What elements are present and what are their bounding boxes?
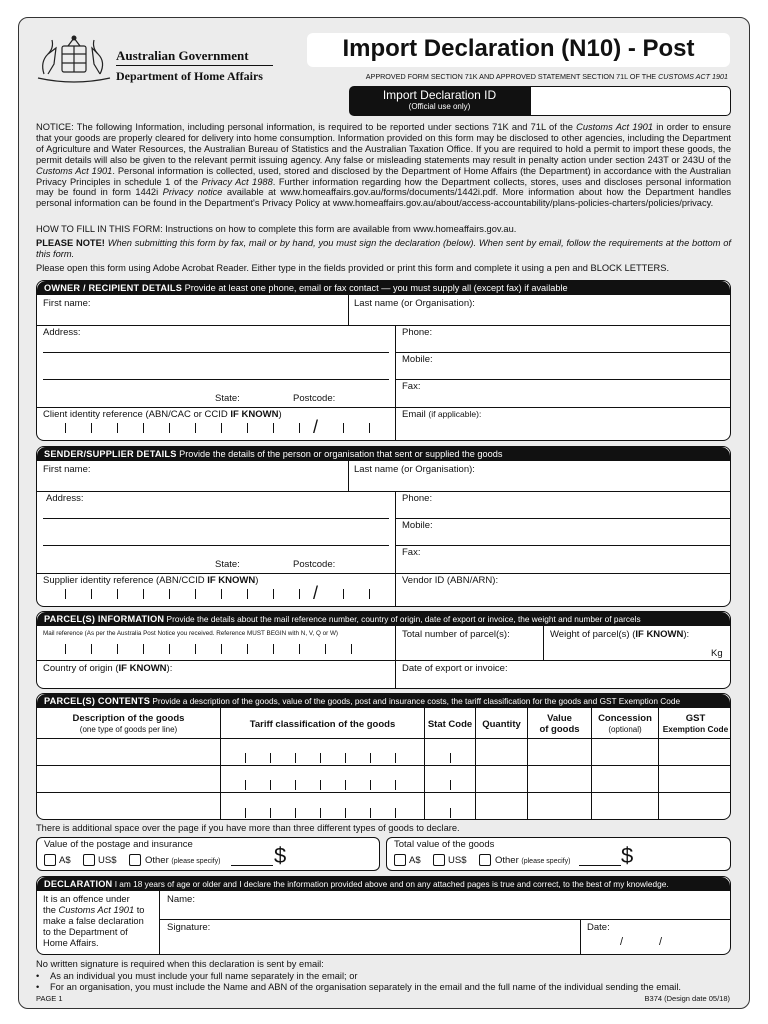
char-tick xyxy=(247,423,248,433)
sender-header xyxy=(37,447,730,461)
col-title: GST xyxy=(685,713,706,724)
other-currency-line[interactable] xyxy=(579,865,621,866)
owner-mobile-label: Mobile: xyxy=(402,354,433,365)
char-tick xyxy=(345,780,346,790)
contents-desc: Provide a description of the goods, value of the goods, post and insurance costs, the tariff classification for the goods and GST Exemption Code xyxy=(150,696,681,706)
char-tick xyxy=(247,589,248,599)
total-goods-box xyxy=(386,837,731,871)
label-part: Supplier identity reference (ABN/CCID xyxy=(43,575,208,586)
notice-part: available at www.homeaffairs.gov.au/forms/documents/1442i.pdf. More information about how the Department handles personal information can be found in the Department's Privacy Policy at www.homeaffairs.gov.au/about/access-accountability/plans-policies-charters/policies/privacy. xyxy=(36,187,732,209)
offence-line: make a false declaration xyxy=(43,916,144,926)
label-bold: IF KNOWN xyxy=(118,663,167,674)
char-tick xyxy=(91,644,92,654)
label-part: ): xyxy=(166,663,173,674)
char-tick xyxy=(65,423,66,433)
goods-row[interactable] xyxy=(37,793,731,820)
char-tick xyxy=(395,780,396,790)
label-bold: IF KNOWN xyxy=(207,575,256,586)
sender-last-name-input[interactable] xyxy=(349,461,731,491)
declaration-name-label: Name: xyxy=(167,894,195,905)
total-aud-checkbox[interactable] xyxy=(394,854,406,866)
notice-italic: Customs Act 1901 xyxy=(576,122,654,132)
label-part: the xyxy=(43,905,59,915)
offence-line: It is an offence under xyxy=(43,894,130,904)
sender-title: SENDER/SUPPLIER DETAILS xyxy=(44,449,177,459)
postage-dollar-sign: $ xyxy=(274,843,287,868)
char-tick xyxy=(91,589,92,599)
char-tick xyxy=(273,423,274,433)
char-tick xyxy=(299,423,300,433)
col-sub: (optional) xyxy=(608,725,642,734)
char-tick xyxy=(450,780,451,790)
declaration-desc: I am 18 years of age or older and I declare the information provided above and on any attached pages is true and correct, to the best of my knowledge. xyxy=(112,879,669,889)
char-tick xyxy=(450,753,451,763)
char-tick xyxy=(369,589,370,599)
weight-kg-unit: Kg xyxy=(711,648,723,659)
sender-address-label: Address: xyxy=(46,493,84,504)
import-id-label: Import Declaration ID xyxy=(382,88,497,102)
sender-mobile-input[interactable] xyxy=(396,518,731,545)
weight-input[interactable] xyxy=(544,626,731,660)
char-tick xyxy=(270,753,271,763)
label-part: ) xyxy=(278,409,282,420)
label-bold: IF KNOWN xyxy=(635,629,684,640)
owner-phone-input[interactable] xyxy=(396,325,731,352)
char-tick xyxy=(247,644,248,654)
page-number: PAGE 1 xyxy=(36,994,63,1003)
approved-main: APPROVED FORM SECTION 71K AND APPROVED STATEMENT SECTION 71L OF THE xyxy=(365,72,659,81)
sender-phone-input[interactable] xyxy=(396,491,731,518)
char-tick xyxy=(450,808,451,818)
char-tick xyxy=(370,780,371,790)
owner-fax-input[interactable] xyxy=(396,379,731,407)
col-tariff: Tariff classification of the goods xyxy=(249,719,396,730)
additional-space-note: There is additional space over the page if you have more than three different types of goods to declare. xyxy=(36,823,460,833)
total-usd-label: US$ xyxy=(448,855,467,866)
char-tick xyxy=(273,644,274,654)
char-tick xyxy=(245,753,246,763)
owner-section xyxy=(36,280,731,441)
char-tick xyxy=(320,808,321,818)
slash-separator: / xyxy=(313,583,319,603)
page-title: Import Declaration (N10) - Post xyxy=(342,35,695,62)
postage-other-checkbox[interactable] xyxy=(129,854,141,866)
notice-part: in order to ensure that your goods are properly cleared for delivery into home consumption. Information provided on this form may be disclosed to other agencies, including the Department of Agriculture and Water Resources, the Australian Bureau of Statistics and the Australian Taxation Office. If you are required to hold a permit to import these goods, the permit details will also be given to the relevant permit issuing agency. Any false or misleading statements may result in penalty action under section 243T or 243U of the xyxy=(36,122,731,165)
label-small: (please specify) xyxy=(521,858,571,865)
owner-mobile-input[interactable] xyxy=(396,352,731,379)
char-tick xyxy=(295,808,296,818)
sender-first-name-input[interactable] xyxy=(37,461,348,491)
char-tick xyxy=(169,644,170,654)
declaration-date-input[interactable] xyxy=(581,920,731,955)
footer-bullet-item xyxy=(36,982,736,994)
total-goods-label: Total value of the goods xyxy=(394,839,495,850)
char-tick xyxy=(117,423,118,433)
label-part: Weight of parcel(s) ( xyxy=(550,629,636,640)
label-bold: IF KNOWN xyxy=(230,409,279,420)
contents-header xyxy=(37,694,730,708)
char-tick xyxy=(91,423,92,433)
offence-line: Home Affairs. xyxy=(43,938,99,948)
col-concession xyxy=(592,713,658,735)
char-tick xyxy=(343,589,344,599)
total-parcels-input[interactable] xyxy=(396,626,543,660)
parcel-info-title: PARCEL(S) INFORMATION xyxy=(44,614,165,624)
declaration-name-input[interactable] xyxy=(160,891,731,919)
char-tick xyxy=(117,644,118,654)
col-sub: Exemption Code xyxy=(662,724,729,734)
char-tick xyxy=(351,644,352,654)
char-tick xyxy=(369,423,370,433)
char-tick xyxy=(295,753,296,763)
sender-phone-label: Phone: xyxy=(402,493,433,504)
postage-aud-label: A$ xyxy=(59,855,71,866)
import-id-input[interactable] xyxy=(530,86,731,116)
mail-ref-input[interactable] xyxy=(37,639,395,660)
declaration-title: DECLARATION xyxy=(44,879,113,889)
approved-text xyxy=(250,72,728,81)
label-part: to xyxy=(134,905,145,915)
col-quantity: Quantity xyxy=(482,719,521,730)
char-tick xyxy=(221,423,222,433)
address-line xyxy=(43,379,389,380)
sender-fax-label: Fax: xyxy=(402,547,421,558)
char-tick xyxy=(117,589,118,599)
label-small: (please specify) xyxy=(171,858,221,865)
import-id-label-box xyxy=(349,86,530,116)
col-sub: (one type of goods per line) xyxy=(79,725,178,734)
total-usd-checkbox[interactable] xyxy=(433,854,445,866)
export-date-input[interactable] xyxy=(396,661,731,689)
sender-last-name-label: Last name (or Organisation): xyxy=(354,464,475,475)
owner-postcode-label: Postcode: xyxy=(293,393,336,404)
owner-first-name-label: First name: xyxy=(43,298,91,309)
char-tick xyxy=(221,644,222,654)
please-note-text: When submitting this form by fax, mail or by hand, you must sign the declaration (below). When sent by email, follow the requirements at the bottom of this form. xyxy=(36,238,731,259)
char-tick xyxy=(273,589,274,599)
char-tick xyxy=(325,644,326,654)
howto-text: HOW TO FILL IN THIS FORM: Instructions on how to complete this form are available from www.homeaffairs.gov.au. xyxy=(36,224,517,234)
other-currency-line[interactable] xyxy=(231,865,273,866)
please-note xyxy=(36,238,731,260)
offence-line: to the Department of xyxy=(43,927,128,937)
date-slash: / xyxy=(620,936,624,948)
sender-vendor-label: Vendor ID (ABN/ARN): xyxy=(402,575,499,586)
char-tick xyxy=(320,780,321,790)
address-line xyxy=(43,518,389,519)
sender-supplier-ref-input[interactable] xyxy=(37,583,395,607)
total-parcels-label: Total number of parcel(s): xyxy=(402,629,510,640)
char-tick xyxy=(245,808,246,818)
col-title: of goods xyxy=(539,724,580,735)
footer-bullet-item xyxy=(36,971,736,983)
notice-italic: Customs Act 1901 xyxy=(36,165,113,176)
label-part: Other xyxy=(145,855,169,866)
postage-box xyxy=(36,837,380,871)
label-small: (if applicable): xyxy=(428,409,482,419)
sender-vendor-input[interactable] xyxy=(396,573,731,607)
contents-title: PARCEL(S) CONTENTS xyxy=(44,696,151,706)
date-slash: / xyxy=(659,936,663,948)
owner-title: OWNER / RECIPIENT DETAILS xyxy=(44,283,183,293)
goods-row[interactable] xyxy=(37,739,731,765)
total-other-checkbox[interactable] xyxy=(479,854,491,866)
postage-amount-input[interactable] xyxy=(292,842,376,868)
char-tick xyxy=(345,753,346,763)
char-tick xyxy=(65,589,66,599)
char-tick xyxy=(143,423,144,433)
notice-italic: Privacy Act 1988 xyxy=(201,176,273,187)
export-date-label: Date of export or invoice: xyxy=(402,663,508,674)
postage-other-label xyxy=(145,855,220,866)
total-amount-input[interactable] xyxy=(639,842,727,868)
label-part: ): xyxy=(683,629,690,640)
char-tick xyxy=(245,780,246,790)
total-aud-label: A$ xyxy=(409,855,421,866)
char-tick xyxy=(221,589,222,599)
char-tick xyxy=(195,589,196,599)
label-part: Client identity reference (ABN/CAC or CCID xyxy=(43,409,231,420)
parcel-info-section xyxy=(36,611,731,689)
owner-fax-label: Fax: xyxy=(402,381,421,392)
owner-last-name-label: Last name (or Organisation): xyxy=(354,298,475,309)
col-stat-code: Stat Code xyxy=(427,719,473,730)
char-tick xyxy=(270,808,271,818)
char-tick xyxy=(143,644,144,654)
parcel-info-header xyxy=(37,612,730,626)
postage-usd-checkbox[interactable] xyxy=(83,854,95,866)
bullet-text: For an organisation, you must include the Name and ABN of the organisation separately in the email and the full name of the individual sending the email. xyxy=(50,982,682,992)
parcel-info-desc: Provide the details about the mail reference number, country of origin, date of export or invoice, the weight and number of parcels xyxy=(164,614,641,624)
col-title: Concession xyxy=(598,713,652,724)
char-tick xyxy=(395,808,396,818)
owner-phone-label: Phone: xyxy=(402,327,433,338)
label-italic: Customs Act 1901 xyxy=(58,905,135,915)
sender-desc: Provide the details of the person or organisation that sent or supplied the goods xyxy=(176,449,503,459)
char-tick xyxy=(195,423,196,433)
owner-client-ref-input[interactable] xyxy=(37,417,395,441)
dept-name: Department of Home Affairs xyxy=(116,69,263,83)
address-line xyxy=(43,352,389,353)
declaration-header xyxy=(37,877,730,891)
owner-header xyxy=(37,281,730,295)
col-title: Value xyxy=(547,713,572,724)
owner-client-ref-label xyxy=(43,409,282,420)
address-line xyxy=(43,545,389,546)
postage-usd-label: US$ xyxy=(98,855,117,866)
notice-part: . Personal information is collected, used, stored and disclosed by the Department of Home Affairs (the Department) in accordance with the Australian Privacy Principles in schedule 1 of the xyxy=(36,165,731,187)
notice-text xyxy=(36,122,731,209)
char-tick xyxy=(395,753,396,763)
label-part: Other xyxy=(495,855,519,866)
char-tick xyxy=(320,753,321,763)
sender-fax-input[interactable] xyxy=(396,545,731,573)
col-value xyxy=(528,713,591,735)
char-tick xyxy=(169,423,170,433)
owner-desc: Provide at least one phone, email or fax contact — you must supply all (except fax) if available xyxy=(182,283,568,293)
offence-line xyxy=(43,905,144,916)
owner-first-name-input[interactable] xyxy=(37,295,348,325)
owner-state-label: State: xyxy=(215,393,240,404)
char-tick xyxy=(343,423,344,433)
no-signature-note: No written signature is required when this declaration is sent by email: xyxy=(36,959,324,969)
declaration-signature-input[interactable] xyxy=(160,920,580,955)
header-divider xyxy=(116,65,273,66)
mail-ref-label: Mail reference (As per the Australia Post Notice you received. Reference MUST BEGIN with N, V, Q or W) xyxy=(43,630,339,637)
label-part: Email xyxy=(402,409,429,420)
bullet-icon: • xyxy=(36,970,40,981)
country-input[interactable] xyxy=(37,661,395,689)
sender-postcode-label: Postcode: xyxy=(293,559,336,570)
offence-text xyxy=(43,894,144,949)
import-id-sub: (Official use only) xyxy=(408,102,471,111)
total-dollar-sign: $ xyxy=(621,843,634,868)
char-tick xyxy=(370,808,371,818)
char-tick xyxy=(370,753,371,763)
col-description xyxy=(37,713,220,735)
declaration-section xyxy=(36,876,731,955)
col-title: Description of the goods xyxy=(72,713,185,724)
postage-label: Value of the postage and insurance xyxy=(44,839,193,850)
char-tick xyxy=(143,589,144,599)
char-tick xyxy=(345,808,346,818)
sender-first-name-label: First name: xyxy=(43,464,91,475)
sender-state-label: State: xyxy=(215,559,240,570)
char-tick xyxy=(299,644,300,654)
notice-part: . Further information regarding how the Department collects, stores, uses and discloses personal information may be found in form 1442i xyxy=(36,176,731,198)
char-tick xyxy=(169,589,170,599)
label-part: Country of origin ( xyxy=(43,663,119,674)
goods-row[interactable] xyxy=(37,766,731,792)
bullet-text: As an individual you must include your full name separately in the email; or xyxy=(50,970,358,981)
char-tick xyxy=(65,644,66,654)
char-tick xyxy=(270,780,271,790)
total-other-label xyxy=(495,855,570,866)
postage-aud-checkbox[interactable] xyxy=(44,854,56,866)
parcel-contents-section xyxy=(36,693,731,820)
char-tick xyxy=(295,780,296,790)
footer-text xyxy=(36,959,736,994)
org-name: Australian Government xyxy=(116,48,249,63)
label-part: ) xyxy=(255,575,259,586)
sender-mobile-label: Mobile: xyxy=(402,520,433,531)
declaration-date-label: Date: xyxy=(587,922,610,933)
approved-act: CUSTOMS ACT 1901 xyxy=(658,72,728,81)
acrobat-text: Please open this form using Adobe Acrobat Reader. Either type in the fields provided or print this form and complete it using a pen and BLOCK LETTERS. xyxy=(36,263,670,273)
notice-part: NOTICE: The following Information, including personal information, is required to be reported under sections 71K and 71L of the xyxy=(36,122,577,132)
notice-italic: Privacy notice xyxy=(162,187,223,198)
char-tick xyxy=(299,589,300,599)
declaration-signature-label: Signature: xyxy=(167,922,211,933)
government-crest-icon xyxy=(34,34,114,86)
col-gst xyxy=(659,713,731,735)
bullet-icon: • xyxy=(36,982,40,992)
char-tick xyxy=(195,644,196,654)
slash-separator: / xyxy=(313,417,319,437)
owner-email-input[interactable] xyxy=(396,407,731,441)
sender-section xyxy=(36,446,731,607)
sender-supplier-ref-label xyxy=(43,575,258,586)
owner-address-label: Address: xyxy=(43,327,81,338)
owner-last-name-input[interactable] xyxy=(349,295,731,325)
form-code: B374 (Design date 05/18) xyxy=(644,994,730,1003)
please-note-label: PLEASE NOTE! xyxy=(36,238,105,248)
